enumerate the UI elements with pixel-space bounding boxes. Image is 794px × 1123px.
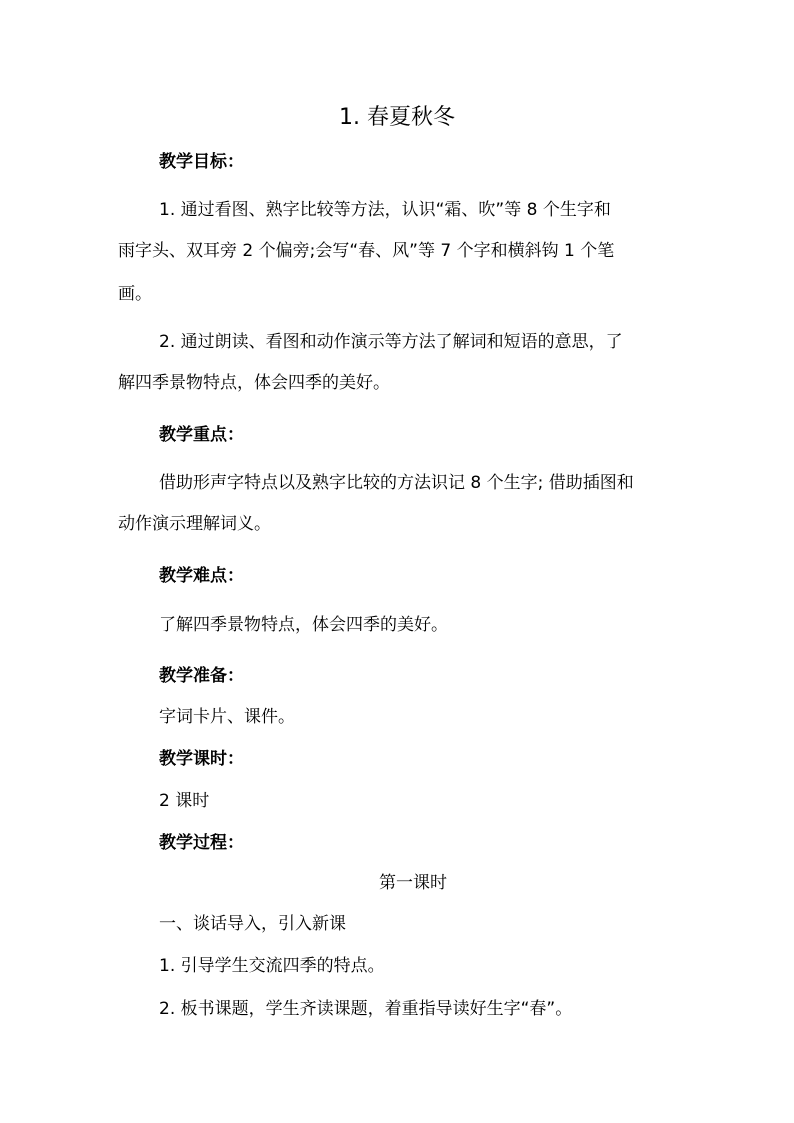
objective-2-line-1: 2. 通过朗读、看图和动作演示等方法了解词和短语的意思，了: [159, 332, 623, 352]
document-title: 1. 春夏秋冬: [339, 105, 455, 130]
objective-1-line-3: 画。: [118, 284, 152, 304]
key-points-heading: 教学重点：: [159, 425, 244, 445]
objective-1-line-1: 1. 通过看图、熟字比较等方法，认识“霜、吹”等 8 个生字和: [159, 200, 611, 220]
objective-2-line-2: 解四季景物特点，体会四季的美好。: [118, 373, 390, 393]
process-step-1: 1. 引导学生交流四季的特点。: [159, 956, 385, 976]
key-points-line-2: 动作演示理解词义。: [118, 514, 271, 534]
hours-text: 2 课时: [159, 791, 210, 811]
hours-heading: 教学课时：: [159, 749, 244, 769]
objective-1-line-2: 雨字头、双耳旁 2 个偏旁;会写“春、风”等 7 个字和横斜钩 1 个笔: [118, 241, 615, 261]
process-heading: 教学过程：: [159, 833, 244, 853]
objectives-heading: 教学目标：: [159, 152, 244, 172]
lesson-title: 第一课时: [379, 873, 447, 893]
difficulties-text: 了解四季景物特点，体会四季的美好。: [159, 615, 448, 635]
process-step-2: 2. 板书课题，学生齐读课题，着重指导读好生字“春”。: [159, 999, 573, 1019]
section-heading: 一、谈话导入，引入新课: [159, 914, 346, 934]
difficulties-heading: 教学难点：: [159, 566, 244, 586]
key-points-line-1: 借助形声字特点以及熟字比较的方法识记 8 个生字; 借助插图和: [159, 473, 634, 493]
preparation-heading: 教学准备：: [159, 666, 244, 686]
preparation-text: 字词卡片、课件。: [159, 707, 295, 727]
